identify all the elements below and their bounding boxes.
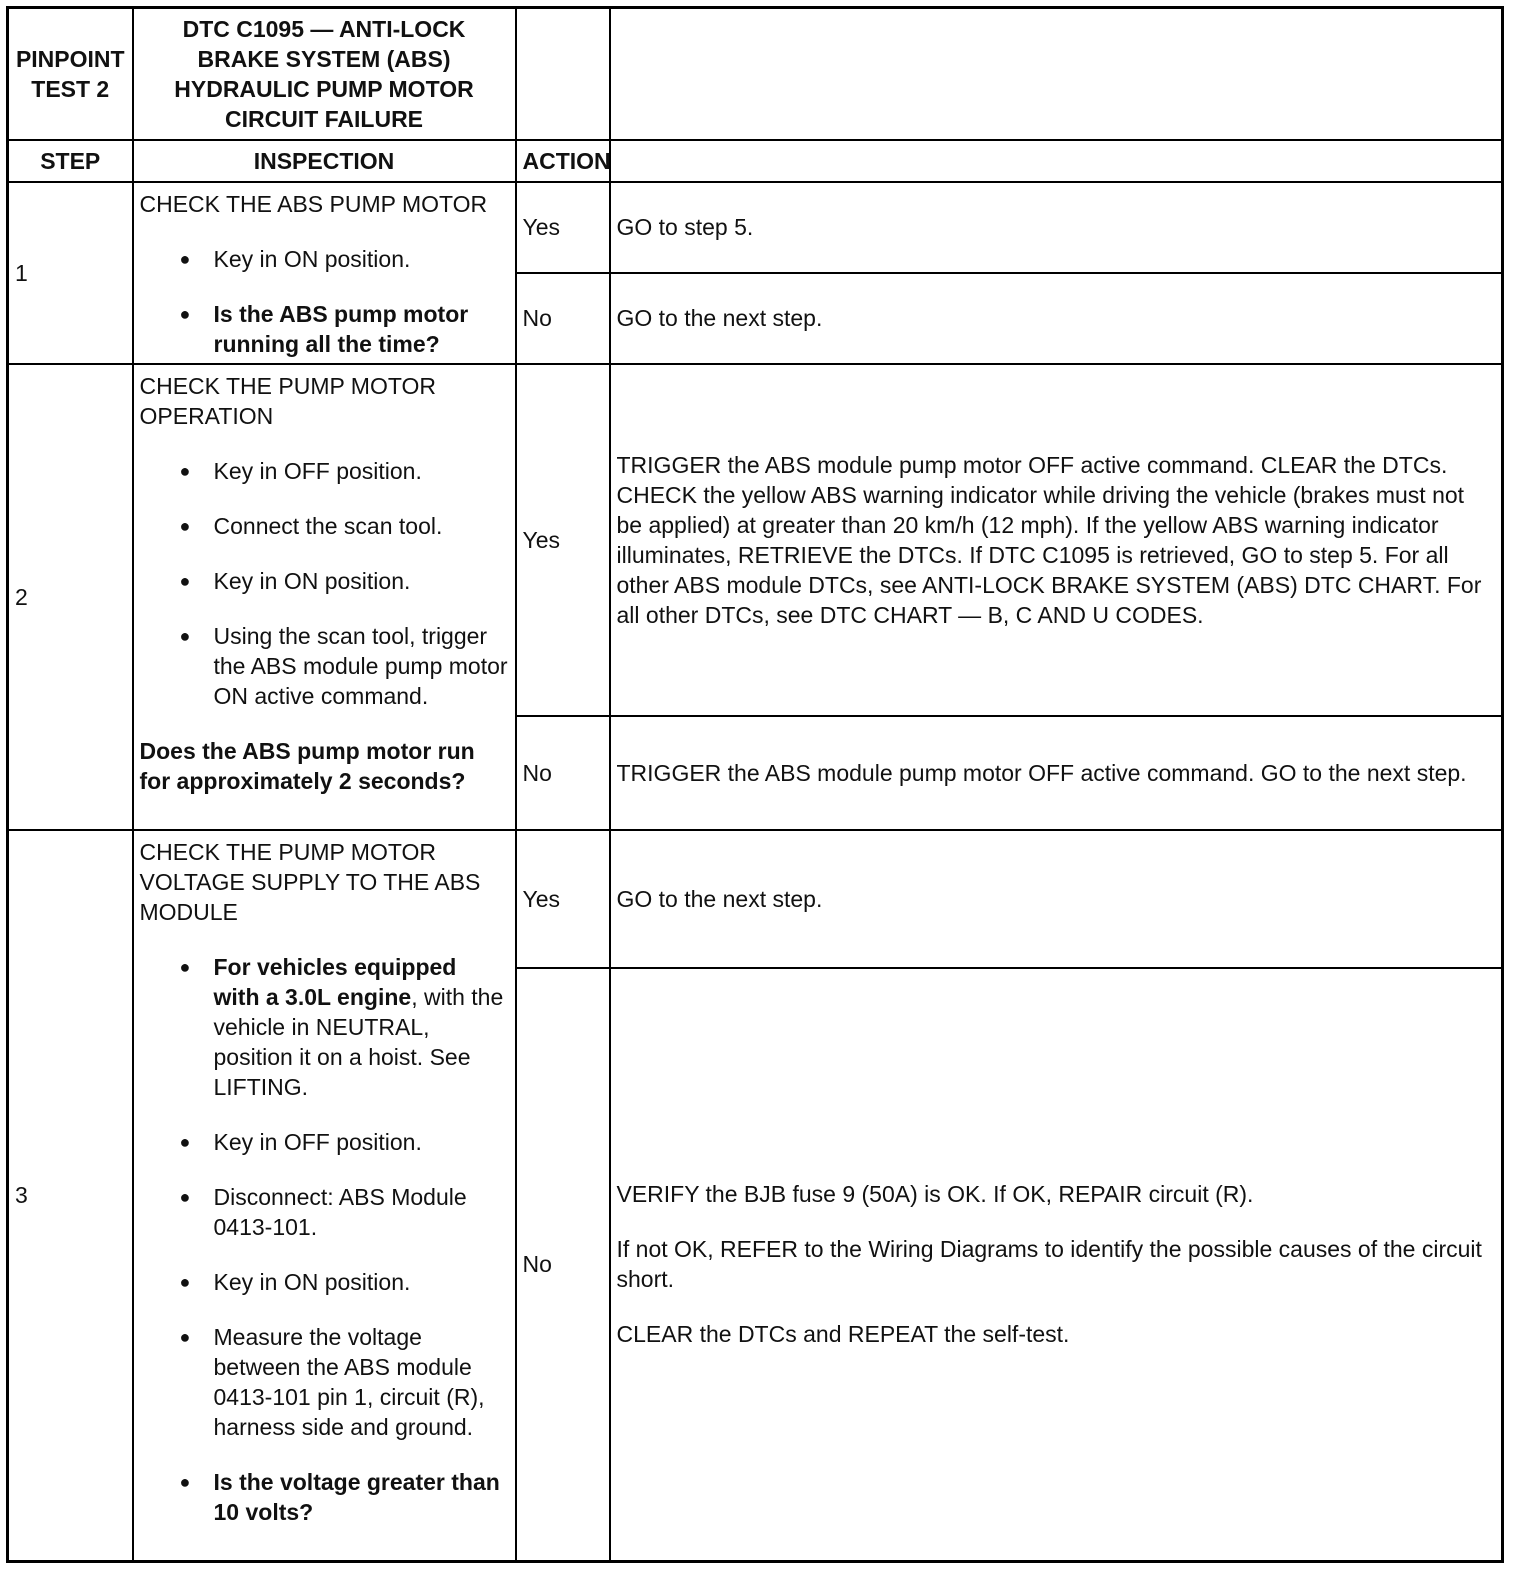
step-question: Does the ABS pump motor run for approximately 2 seconds? [139,737,475,794]
step-3-yes-row [8,830,1503,968]
bullet-item: ● Disconnect: ABS Module 0413-101. [140,1182,509,1242]
test-label: PINPOINT TEST 2 [8,8,133,140]
step-1-yes-row [8,182,1503,273]
no-action: GO to the next step. [610,273,1503,364]
bullet-item: ● Key in OFF position. [140,456,509,486]
yes-label: Yes [516,182,610,273]
bullet-item: ● Key in ON position. [140,566,509,596]
title-row [8,8,1503,140]
step-heading: CHECK THE ABS PUMP MOTOR [139,190,488,217]
no-action-line: CLEAR the DTCs and REPEAT the self-test. [616,1321,1070,1348]
pinpoint-test-table [6,6,1504,1563]
step-2-yes-row [8,364,1503,716]
step-heading: CHECK THE PUMP MOTOR VOLTAGE SUPPLY TO THE ABS MODULE [139,838,481,925]
bullet-item: ● Measure the voltage between the ABS module 0413-101 pin 1, circuit (R), harness side and ground. [140,1322,509,1442]
no-label: No [516,273,610,364]
yes-label: Yes [516,830,610,968]
header-inspection: INSPECTION [133,140,516,182]
bullet-item-hoist [140,952,509,1102]
step-question: ● Is the voltage greater than 10 volts? [140,1467,509,1527]
yes-action: GO to the next step. [610,830,1503,968]
step-3-inspection [133,830,516,1562]
step-2-inspection [133,364,516,830]
bullet-bold-text: For vehicles equipped with a 3.0L engine [213,953,457,1010]
step-heading: CHECK THE PUMP MOTOR OPERATION [139,372,436,429]
bullet-item: ● Key in ON position. [140,244,509,274]
step-number: 2 [8,364,133,830]
no-action: TRIGGER the ABS module pump motor OFF active command. GO to the next step. [610,716,1503,830]
bullet-text: , with the vehicle in NEUTRAL, position it on a hoist. See LIFTING. [213,983,504,1100]
step-question: ● Is the ABS pump motor running all the time? [140,299,509,359]
header-empty-cell [610,140,1503,182]
bullet-item: ● Using the scan tool, trigger the ABS module pump motor ON active command. [140,621,509,711]
no-action-line: VERIFY the BJB fuse 9 (50A) is OK. If OK, REPAIR circuit (R). [616,1181,1254,1208]
header-row [8,140,1503,182]
no-label: No [516,716,610,830]
no-action-line: If not OK, REFER to the Wiring Diagrams to identify the possible causes of the circuit short. [616,1236,1482,1293]
step-number: 3 [8,830,133,1562]
title-empty-cell [516,8,610,140]
dtc-title: DTC C1095 — ANTI-LOCK BRAKE SYSTEM (ABS) HYDRAULIC PUMP MOTOR CIRCUIT FAILURE [133,8,516,140]
no-label: No [516,968,610,1562]
no-action [610,968,1503,1562]
yes-label: Yes [516,364,610,716]
bullet-item: ● Key in OFF position. [140,1127,509,1157]
yes-action: TRIGGER the ABS module pump motor OFF active command. CLEAR the DTCs. CHECK the yellow ABS warning indicator while driving the vehicle (brakes must not be applied) at greater than 20 km/h (12 mph). If the yellow ABS warning indicator illuminates, RETRIEVE the DTCs. If DTC C1095 is retrieved, GO to step 5. For all other ABS module DTCs, see ANTI-LOCK BRAKE SYSTEM (ABS) DTC CHART. For all other DTCs, see DTC CHART — B, C AND U CODES. [610,364,1503,716]
step-bullets [140,456,509,711]
bullet-item: ● Connect the scan tool. [140,511,509,541]
step-1-inspection [133,182,516,364]
bullet-item: ● Key in ON position. [140,1267,509,1297]
yes-action: GO to step 5. [610,182,1503,273]
step-bullets [140,244,509,359]
title-empty-cell [610,8,1503,140]
step-bullets [140,952,509,1527]
header-action: ACTION [516,140,610,182]
step-number: 1 [8,182,133,364]
header-step: STEP [8,140,133,182]
